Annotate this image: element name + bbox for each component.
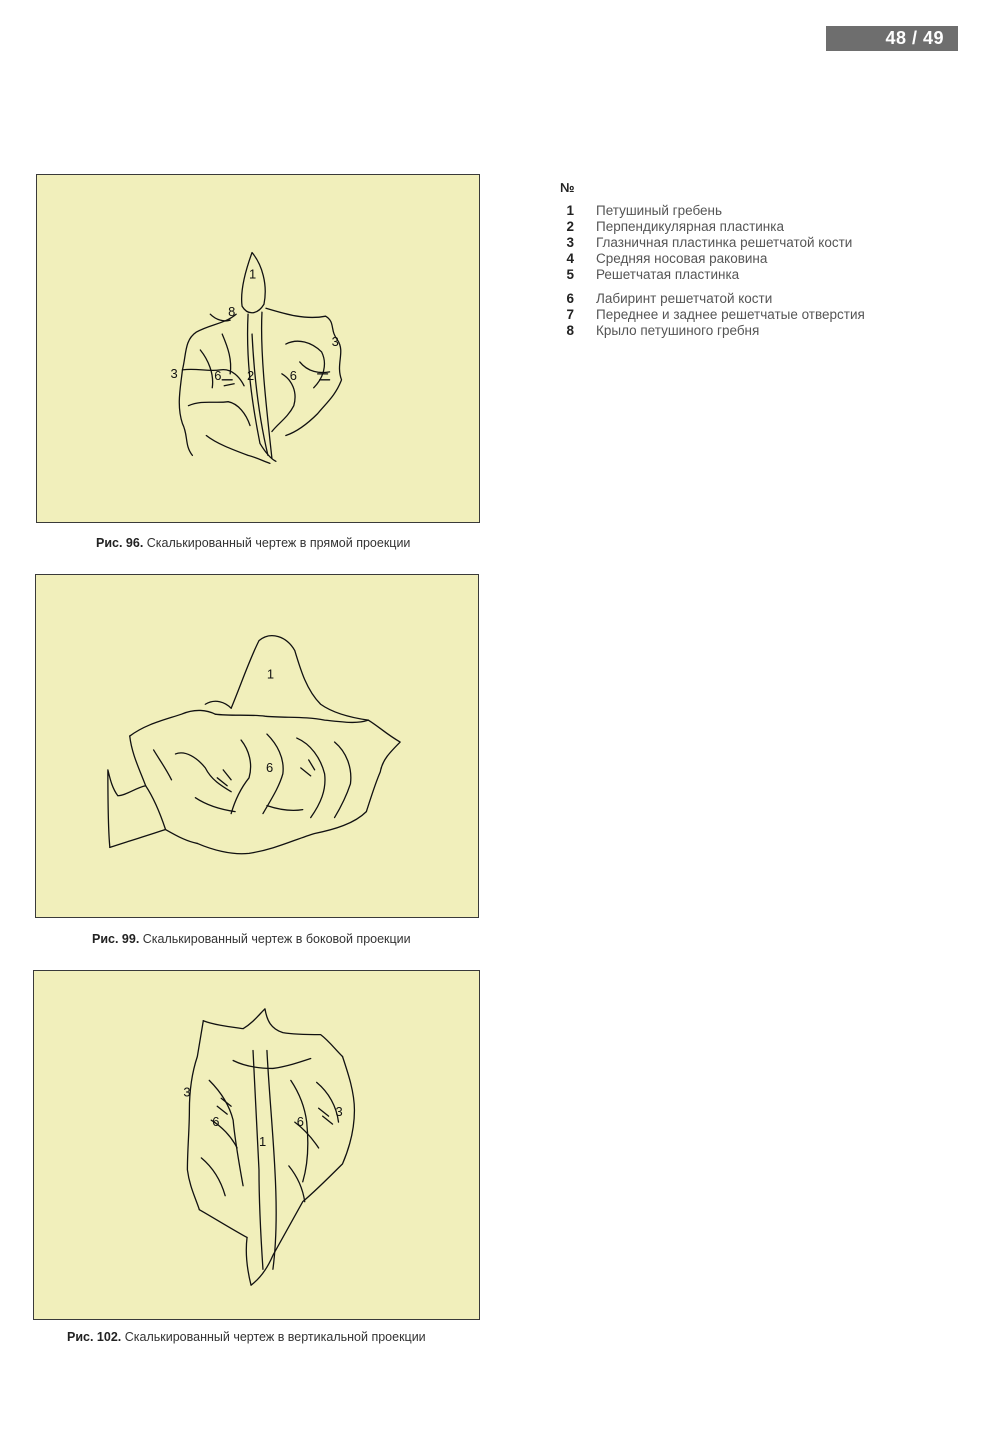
legend-item bbox=[560, 323, 960, 339]
figure-96-drawing bbox=[36, 174, 480, 523]
figure-number: Рис. 96. bbox=[96, 536, 144, 550]
legend-item-label: Средняя носовая раковина bbox=[596, 251, 768, 266]
figure-label: 3 bbox=[331, 334, 339, 350]
legend-item-number: 6 bbox=[566, 291, 574, 306]
legend-item bbox=[560, 291, 960, 307]
figure-caption-text: Скалькированный чертеж в вертикальной проекции bbox=[124, 1330, 426, 1344]
legend-item bbox=[560, 235, 960, 251]
anatomy-legend bbox=[560, 180, 960, 339]
legend-item-number: 7 bbox=[566, 307, 574, 322]
legend-item bbox=[560, 203, 960, 219]
legend-item-label: Решетчатая пластинка bbox=[596, 267, 740, 282]
legend-item-number: 8 bbox=[566, 323, 574, 338]
legend-item-number: 1 bbox=[566, 203, 574, 218]
legend-item-number: 3 bbox=[566, 235, 574, 250]
figure-label: 2 bbox=[247, 367, 255, 383]
figure-number: Рис. 99. bbox=[92, 932, 140, 946]
legend-item-label: Лабиринт решетчатой кости bbox=[596, 291, 773, 306]
figure-label: 6 bbox=[289, 367, 298, 383]
figure-102-drawing bbox=[33, 970, 480, 1320]
figure-label: 8 bbox=[228, 304, 236, 320]
legend-item bbox=[560, 251, 960, 267]
legend-item bbox=[560, 267, 960, 283]
figure-label: 6 bbox=[296, 1114, 304, 1130]
legend-item-label: Петушиный гребень bbox=[596, 203, 723, 218]
figure-label: 3 bbox=[170, 365, 178, 381]
page-number-badge: 48 / 49 bbox=[826, 26, 958, 51]
crista-galli-outline bbox=[242, 253, 266, 313]
legend-item-label: Перпендикулярная пластинка bbox=[596, 219, 784, 234]
figure-label: 1 bbox=[266, 666, 275, 682]
tracing-vertical-projection bbox=[34, 971, 479, 1319]
legend-item-label: Переднее и заднее решетчатые отверстия bbox=[596, 307, 865, 322]
figure-label: 3 bbox=[335, 1104, 343, 1120]
figure-96-caption bbox=[96, 536, 410, 550]
figure-label: 6 bbox=[214, 367, 222, 383]
legend-item bbox=[560, 307, 960, 323]
crista-galli-outline bbox=[231, 636, 368, 720]
tracing-frontal-projection bbox=[37, 175, 479, 522]
figure-99-caption bbox=[92, 932, 411, 946]
legend-item-number: 4 bbox=[566, 251, 574, 266]
figure-number: Рис. 102. bbox=[67, 1330, 122, 1344]
figure-label: 1 bbox=[249, 266, 257, 282]
figure-99-drawing bbox=[35, 574, 479, 918]
figure-label: 6 bbox=[212, 1114, 220, 1130]
figure-label: 1 bbox=[258, 1133, 267, 1149]
figure-102-caption bbox=[67, 1330, 426, 1344]
figure-label: 3 bbox=[183, 1084, 191, 1100]
legend-header: № bbox=[560, 180, 575, 195]
legend-item-number: 5 bbox=[566, 267, 574, 282]
tracing-lateral-projection bbox=[36, 575, 478, 917]
legend-item-label: Крыло петушиного гребня bbox=[596, 323, 760, 338]
legend-item-number: 2 bbox=[566, 219, 574, 234]
figure-label: 6 bbox=[265, 759, 274, 775]
figure-caption-text: Скалькированный чертеж в боковой проекции bbox=[142, 932, 411, 946]
legend-item-label: Глазничная пластинка решетчатой кости bbox=[596, 235, 853, 250]
legend-item bbox=[560, 219, 960, 235]
figure-caption-text: Скалькированный чертеж в прямой проекции bbox=[146, 536, 411, 550]
